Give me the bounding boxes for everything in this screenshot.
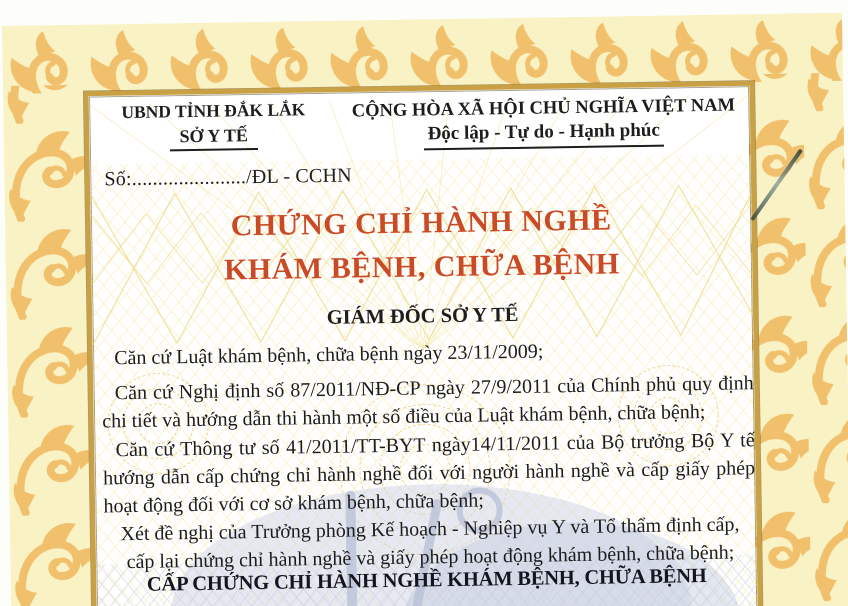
certificate-title-line1: CHỨNG CHỈ HÀNH NGHỀ — [230, 203, 612, 243]
decision-line: CẤP CHỨNG CHỈ HÀNH NGHỀ KHÁM BỆNH, CHỮA BỆNH — [146, 565, 707, 596]
issuer-block — [89, 99, 338, 156]
certificate-title-line2: KHÁM BỆNH, CHỮA BỆNH — [223, 247, 620, 287]
paragraph-proposal: Xét đề nghị của Trưởng phòng Kế hoạch - Nghiệp vụ Y và Tổ thẩm định cấp, cấp lại chứng chỉ hành nghề và giấy phép hoạt động khám bệnh, chữa bệnh; — [120, 513, 740, 574]
paragraph-legal-basis-1: Căn cứ Luật khám bệnh, chữa bệnh ngày 23/11/2009; — [114, 340, 544, 370]
paragraph-legal-basis-3: Căn cứ Thông tư số 41/2011/TT-BYT ngày14/11/2011 của Bộ trưởng Bộ Y tế hướng dẫn cấp chứng chỉ hành nghề đối với người hành nghề và cấp giấy phép hoạt động đối với cơ sở khám bệnh, chữa bệnh; — [102, 429, 756, 518]
certificate-title — [91, 196, 752, 294]
national-header-block — [337, 95, 750, 151]
document-number-line: Số:....................../ĐL - CCHN — [104, 164, 352, 191]
national-motto: Độc lập - Tự do - Hạnh phúc — [423, 120, 664, 151]
header-row — [89, 92, 750, 155]
issuer-name: UBND TỈNH ĐẮK LẮK — [121, 99, 306, 123]
issuer-department: SỞ Y TẾ — [169, 124, 258, 151]
paragraph-legal-basis-2: Căn cứ Nghị định số 87/2011/NĐ-CP ngày 27/9/2011 của Chính phủ quy định chi tiết và hướng dẫn thi hành một số điều của Luật khám bệnh, chữa bệnh; — [102, 372, 754, 433]
national-title: CỘNG HÒA XÃ HỘI CHỦ NGHĨA VIỆT NAM — [351, 95, 736, 122]
certificate — [2, 13, 848, 606]
issuing-authority: GIÁM ĐỐC SỞ Y TẾ — [326, 303, 519, 329]
